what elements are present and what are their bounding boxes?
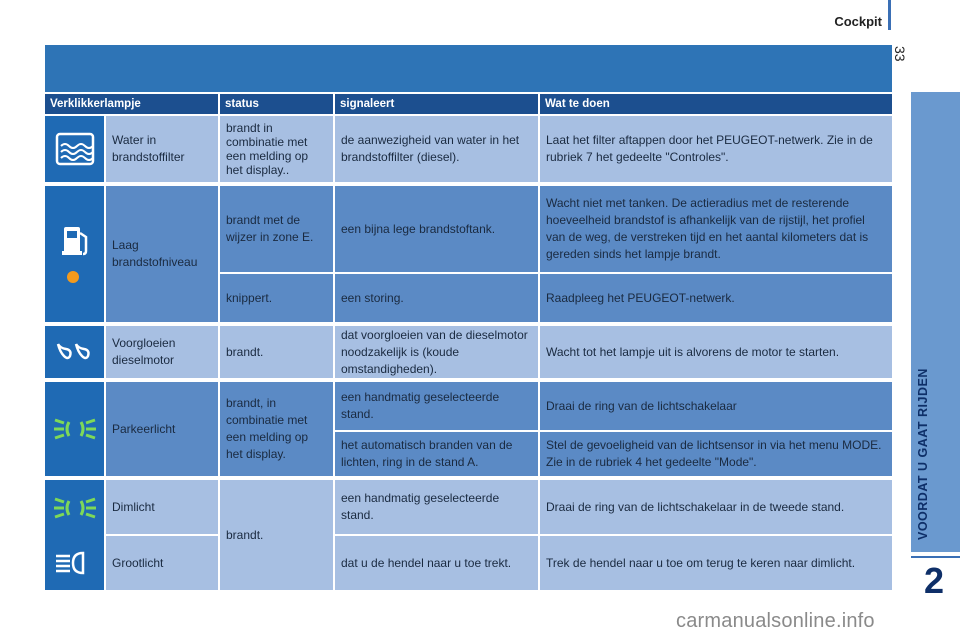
chapter-number: 2 <box>924 560 945 601</box>
glow-plug-icon <box>45 326 104 378</box>
status-beam: brandt. <box>220 480 333 590</box>
water-in-fuel-icon <box>45 116 104 182</box>
status-fuel-on: brandt met de wijzer in zone E. <box>220 186 333 272</box>
column-header-signals: signaleert <box>335 94 538 114</box>
section-title: Cockpit <box>834 14 882 29</box>
watermark: carmanualsonline.info <box>676 610 875 632</box>
signals-parking-manual: een handmatig geselecteerde stand. <box>335 382 538 430</box>
column-header-action: Wat te doen <box>540 94 892 114</box>
status-parking: brandt, in combinatie met een melding op het display. <box>220 382 333 476</box>
signals-fuel-blink: een storing. <box>335 274 538 322</box>
lamp-name-lowbeam: Dimlicht <box>106 480 218 534</box>
action-water: Laat het filter aftappen door het PEUGEOT-netwerk. Zie in de rubriek 7 het gedeelte "Controles". <box>540 116 892 182</box>
table-banner <box>45 45 892 92</box>
lamp-name-highbeam: Grootlicht <box>106 536 218 590</box>
action-fuel-blink: Raadpleeg het PEUGEOT-netwerk. <box>540 274 892 322</box>
action-lowbeam: Draai de ring van de lichtschakelaar in de tweede stand. <box>540 480 892 534</box>
lamp-name-parking: Parkeerlicht <box>106 382 218 476</box>
signals-water: de aanwezigheid van water in het brandstoffilter (diesel). <box>335 116 538 182</box>
lamp-name-water: Water in brandstoffilter <box>106 116 218 182</box>
signals-highbeam: dat u de hendel naar u toe trekt. <box>335 536 538 590</box>
action-parking-auto: Stel de gevoeligheid van de lichtsensor in via het menu MODE. Zie in de rubriek 4 het gedeelte "Mode". <box>540 432 892 476</box>
page-number: 33 <box>892 46 908 62</box>
column-header-lamp: Verklikkerlampje <box>45 94 218 114</box>
lamp-name-preheat: Voorgloeien dieselmotor <box>106 326 218 378</box>
status-fuel-blink: knippert. <box>220 274 333 322</box>
fuel-pump-icon <box>45 186 104 322</box>
status-preheat: brandt. <box>220 326 333 378</box>
action-fuel-on: Wacht niet met tanken. De actieradius met de resterende hoeveelheid brandstof is afhankelijk van de rijstijl, het profiel van de weg, de verstreken tijd en het aantal kilometers dat is gereden sinds het lampje brandt. <box>540 186 892 272</box>
column-header-status: status <box>220 94 333 114</box>
action-highbeam: Trek de hendel naar u toe om terug te keren naar dimlicht. <box>540 536 892 590</box>
signals-preheat: dat voorgloeien van de dieselmotor noodzakelijk is (koude omstandigheden). <box>335 326 538 378</box>
action-preheat: Wacht tot het lampje uit is alvorens de motor te starten. <box>540 326 892 378</box>
chapter-tab-label: VOORDAT U GAAT RIJDEN <box>916 368 930 540</box>
signals-lowbeam: een handmatig geselecteerde stand. <box>335 480 538 534</box>
action-parking-manual: Draai de ring van de lichtschakelaar <box>540 382 892 430</box>
header-divider <box>888 0 891 30</box>
status-water: brandt in combinatie met een melding op het display.. <box>220 116 333 182</box>
low-beam-icon <box>45 480 104 536</box>
lamp-name-fuel: Laag brandstofniveau <box>106 186 218 322</box>
signals-parking-auto: het automatisch branden van de lichten, ring in de stand A. <box>335 432 538 476</box>
high-beam-icon <box>45 536 104 590</box>
signals-fuel-on: een bijna lege brandstoftank. <box>335 186 538 272</box>
parking-light-icon <box>45 382 104 476</box>
